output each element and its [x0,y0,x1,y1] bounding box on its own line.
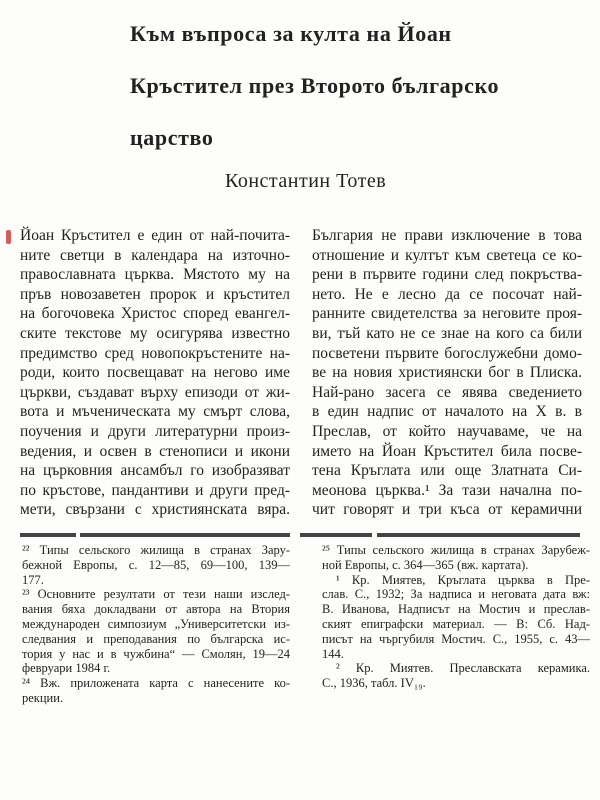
text-line: посветени първите богослужебни домо- [312,344,582,362]
title-line: царство [130,125,214,150]
footnote-line: С., 1936, табл. IV₁₉. [322,676,426,691]
title-line: Кръстител през Второто българско [130,73,500,98]
text-line: нето. Не е лесно да се посочат най- [312,285,582,303]
footnote-divider [80,533,290,537]
red-margin-mark [6,230,11,244]
text-line: на църковния ансамбъл го изобразяват [20,462,290,480]
text-line: по кръстове, пандантиви и други пред- [20,481,290,499]
text-line: ните светци в календара на източно- [20,246,290,264]
text-line: Преслав, от който научаваме, че на [312,422,582,440]
text-line: църкви, създават върху епизоди от жи- [20,383,290,401]
text-line: пръв новозаветен пророк и кръстител [20,285,290,303]
text-line: меонова църква.¹ За тази начална по- [312,481,582,499]
text-line: името на Йоан Кръстител била посве- [312,442,582,460]
footnote-line: писът на чъргубиля Мостич. С., 1955, с. 43— [322,631,590,646]
text-line: предимство сред новопокръстените на- [20,344,290,362]
text-line: вота и мъченическата му смърт слова, [20,403,290,421]
author-name: Константин Тотев [225,170,387,192]
footnote-divider [20,533,76,537]
footnote-line: ²³ Основните резултати от тези наши изслед- [22,587,290,602]
text-line: на богочовека Христос според евангел- [20,305,290,323]
footnote-line: ¹ Кр. Миятев, Кръглата църква в Пре- [336,572,590,587]
footnote-divider [300,533,372,537]
text-line: тена Кръглата или още Златната Си- [312,462,582,480]
text-line: в един надпис от началото на X в. в [312,403,582,421]
footnote-line: рекции. [22,690,64,705]
footnote-line: слав. С., 1932; За надписа и неговата дата вж: [322,587,590,602]
footnote-line: 144. [322,646,344,661]
footnotes-right [322,543,590,691]
text-line: чит говорят и три къса от керамични [312,501,582,519]
footnote-line: международен симпозиум „Университетски из- [22,616,290,631]
footnote-line: ² Кр. Миятев. Преславската керамика. [336,661,590,676]
footnote-line: ной Европы, с. 364—365 (вж. картата). [322,557,529,572]
article-title [130,8,590,164]
text-line: ви, тъй като не се знае на кого са били [312,324,582,342]
footnote-line: В. Иванова, Надписът на Мостич и преслав- [322,602,590,617]
footnote-line: ²⁵ Типы сельского жилища в странах Зарубеж- [322,543,590,557]
text-line: поучения и други литературни произ- [20,422,290,440]
text-line: Йоан Кръстител е един от най-почита- [20,227,290,244]
text-line: роди, които посвещават на негово име [20,364,290,382]
footnote-line: бежной Европы, с. 12—85, 69—100, 139— [22,557,290,572]
footnote-line: ²⁴ Вж. приложената карта с нанесените ко- [22,676,290,691]
text-line: мети, свързани с християнската вяра. [20,501,290,519]
text-line: ранните свидетелства за неговите проя- [312,305,582,323]
text-line: ските текстове му осигурява известно [20,324,290,342]
body-column-right [312,226,582,520]
text-line: Най-рано засега се явява сведението [312,383,582,401]
text-line: рени в първите години след покръства- [312,266,582,284]
text-line: ведения, и освен в стенописи и икони [20,442,290,460]
footnote-line: 177. [22,572,44,587]
body-column-left [20,226,290,520]
footnote-line: следвания и преподавания по българска ис- [22,631,290,646]
text-line: България не прави изключение в това [312,227,582,244]
text-line: православната църква. Мястото му на [20,266,290,284]
footnote-line: вания бяха докладвани от автора на Втория [22,602,290,617]
text-line: ве на новия християнски бог в Плиска. [312,364,582,382]
footnote-line: февруари 1984 г. [22,661,111,676]
footnote-line: тория у нас и в чужбина“ — Смолян, 19—24 [22,646,290,661]
footnotes-left [22,543,290,706]
footnote-line: ²² Типы сельского жилища в странах Зару- [22,543,290,557]
title-line: Към въпроса за култа на Йоан [130,21,452,46]
footnote-divider [377,533,580,537]
text-line: отношение и култът към светеца се ко- [312,246,582,264]
footnote-line: ският епиграфски материал. — В: Сб. Над- [322,616,590,631]
